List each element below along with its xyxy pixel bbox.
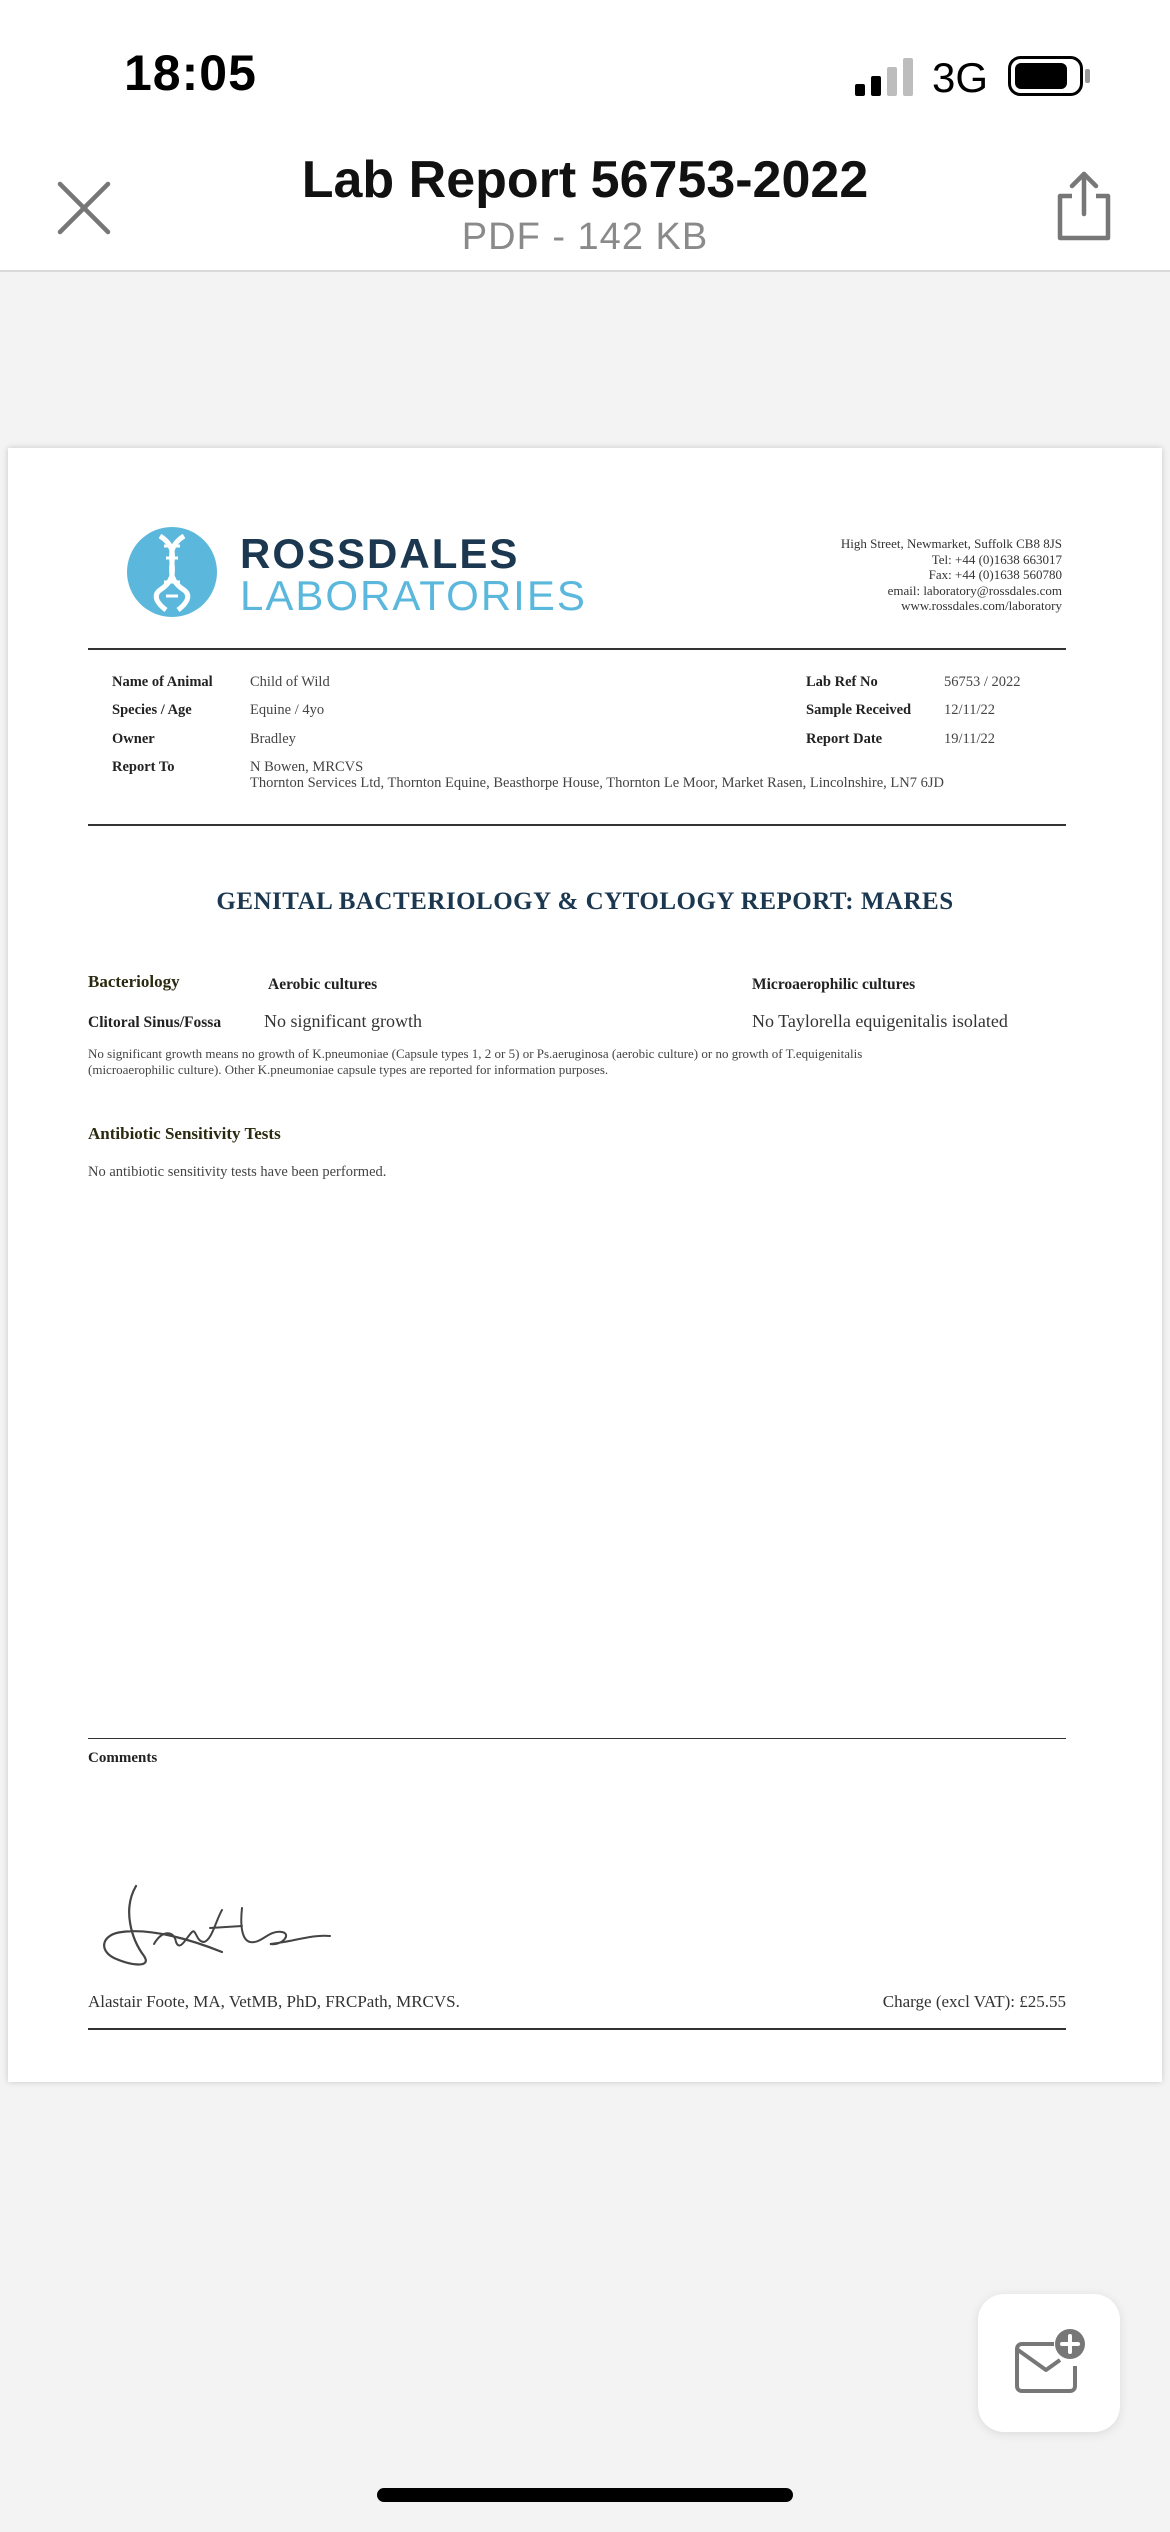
logo-text-laboratories: LABORATORIES xyxy=(240,572,587,619)
field-value-sample-received: 12/11/22 xyxy=(944,702,996,718)
divider xyxy=(88,1738,1066,1739)
aerobic-result: No significant growth xyxy=(264,1011,422,1031)
address-line: Fax: +44 (0)1638 560780 xyxy=(928,567,1062,582)
section-heading-antibiotic: Antibiotic Sensitivity Tests xyxy=(88,1124,281,1143)
column-heading-microaerophilic: Microaerophilic cultures xyxy=(752,976,916,993)
address-line: Tel: +44 (0)1638 663017 xyxy=(931,551,1062,567)
antibiotic-text: No antibiotic sensitivity tests have been performed. xyxy=(88,1164,387,1180)
address-line: High Street, Newmarket, Suffolk CB8 8JS xyxy=(840,536,1062,551)
field-value-animal: Child of Wild xyxy=(250,674,330,690)
status-time: 18:05 xyxy=(124,45,257,101)
document-title: Lab Report 56753-2022 xyxy=(301,151,869,209)
document-header xyxy=(0,140,1170,272)
field-label-sample-received: Sample Received xyxy=(806,702,912,718)
signature-image xyxy=(92,1880,352,1980)
field-value-owner: Bradley xyxy=(250,731,296,747)
field-label-animal: Name of Animal xyxy=(112,674,213,690)
field-label-report-to: Report To xyxy=(112,759,175,775)
share-icon[interactable] xyxy=(1052,170,1116,242)
field-value-report-date: 19/11/22 xyxy=(944,731,996,747)
document-subtitle: PDF - 142 KB xyxy=(461,216,709,258)
dna-logo-icon xyxy=(126,526,218,618)
pdf-page[interactable] xyxy=(8,448,1162,2082)
charge-amount: Charge (excl VAT): £25.55 xyxy=(882,1992,1066,2011)
signal-icon xyxy=(855,58,917,96)
row-label-clitoral: Clitoral Sinus/Fossa xyxy=(88,1014,222,1031)
comments-label: Comments xyxy=(88,1750,158,1766)
bacteriology-note xyxy=(88,1046,1078,1078)
field-value-report-to-address: Thornton Services Ltd, Thornton Equine, Beasthorpe House, Thornton Le Moor, Market Rasen, Lincolnshire, LN7 6JD xyxy=(250,775,944,791)
report-title: GENITAL BACTERIOLOGY & CYTOLOGY REPORT: MARES xyxy=(216,888,954,915)
divider xyxy=(88,824,1066,826)
field-label-report-date: Report Date xyxy=(806,731,883,747)
note-line: (microaerophilic culture). Other K.pneumoniae capsule types are reported for information purposes. xyxy=(88,1062,609,1077)
field-value-report-to: N Bowen, MRCVS xyxy=(250,759,364,775)
add-to-mail-button[interactable] xyxy=(978,2294,1120,2432)
logo-text-rossdales: ROSSDALES xyxy=(240,530,520,577)
divider xyxy=(88,648,1066,650)
battery-icon xyxy=(1008,56,1092,96)
field-label-lab-ref: Lab Ref No xyxy=(806,674,878,690)
field-value-species: Equine / 4yo xyxy=(250,702,325,718)
lab-address xyxy=(841,536,1062,614)
column-heading-aerobic: Aerobic cultures xyxy=(268,976,378,993)
microaerophilic-result: No Taylorella equigenitalis isolated xyxy=(752,1011,1008,1031)
note-line: No significant growth means no growth of K.pneumoniae (Capsule types 1, 2 or 5) or Ps.aeruginosa (aerobic culture) or no growth of T.equigenitalis xyxy=(88,1046,863,1061)
field-label-owner: Owner xyxy=(112,731,155,747)
signer-name: Alastair Foote, MA, VetMB, PhD, FRCPath, MRCVS. xyxy=(88,1992,460,2011)
field-value-lab-ref: 56753 / 2022 xyxy=(944,674,1021,690)
status-bar xyxy=(0,0,1170,140)
network-label: 3G xyxy=(932,54,989,101)
home-indicator[interactable] xyxy=(377,2488,793,2502)
add-to-mail-icon xyxy=(1014,2328,1086,2396)
field-label-species: Species / Age xyxy=(112,702,192,718)
section-heading-bacteriology: Bacteriology xyxy=(88,972,180,991)
divider xyxy=(88,2028,1066,2030)
address-line: www.rossdales.com/laboratory xyxy=(901,598,1062,613)
address-line: email: laboratory@rossdales.com xyxy=(887,582,1062,598)
